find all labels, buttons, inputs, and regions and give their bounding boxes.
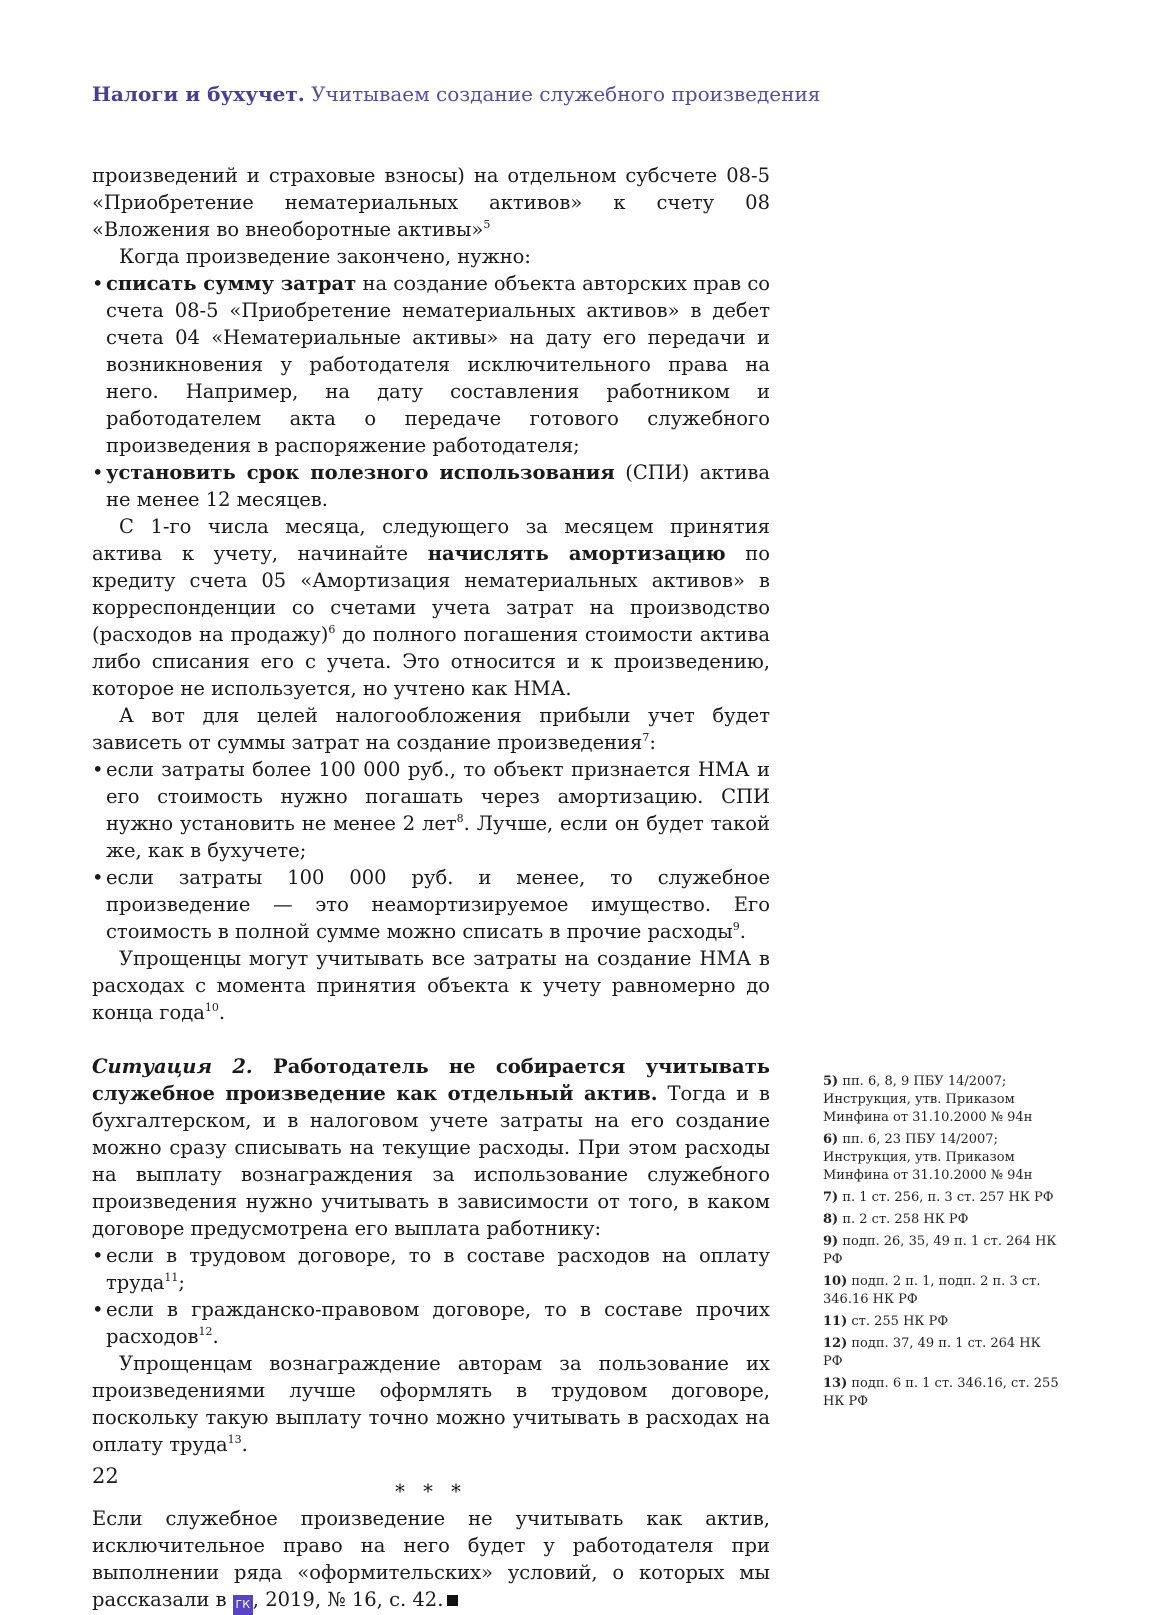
list-item: • установить срок полезного использования (СПИ) актива не менее 12 месяцев. — [92, 459, 770, 513]
paragraph: произведений и страховые взносы) на отдельном субсчете 08-5 «Приобретение нематериальных активов» к счету 08 «Вложения во внеоборотные активы»$^5$ — [92, 164, 770, 241]
footnote-ref: 10 — [204, 1001, 219, 1014]
bullet-list — [92, 1242, 770, 1350]
footnote: 11) ст. 255 НК РФ — [823, 1314, 949, 1329]
situation-paragraph: Ситуация 2. Работодатель не собирается учитывать служебное произведение как отдельный актив. Тогда и в бухгалтерском, и в налоговом учете затраты на его создание можно сразу списывать на текущие расходы. При этом расходы на выплату вознаграждения за использование служебного произведения нужно учитывать в зависимости от того, в каком договоре предусмотрена его выплата работнику: — [92, 1055, 771, 1240]
footnote: 10) подп. 2 п. 1, подп. 2 п. 3 ст. 346.16 НК РФ — [823, 1274, 1041, 1307]
paragraph: Когда произведение закончено, нужно: — [119, 245, 531, 268]
running-header — [92, 82, 821, 106]
paragraph: Если служебное произведение не учитывать как актив, исключительное право на него будет у работодателя при выполнении ряда «оформительских» условий, о которых мы рассказали в ГК , 2019, № 16, с. 42. — [92, 1505, 770, 1615]
paragraph: Упрощенцам вознаграждение авторам за пользование их произведениями лучше оформлять в трудовом договоре, поскольку такую выплату точно можно учитывать в расходах на оплату труда$^{13}$. — [92, 1352, 770, 1456]
footnote: 12) подп. 37, 49 п. 1 ст. 264 НК РФ — [823, 1336, 1041, 1369]
footnote-ref: 13 — [227, 1433, 242, 1446]
page-number: 22 — [92, 1464, 119, 1488]
footnote-ref: 11 — [164, 1271, 179, 1284]
end-of-article-icon — [447, 1595, 458, 1606]
paragraph: Упрощенцы могут учитывать все затраты на создание НМА в расходах с момента принятия объекта к учету равномерно до конца года$^{10}$. — [92, 947, 770, 1024]
section-separator: * * * — [395, 1480, 467, 1503]
footnotes-column — [823, 1073, 1063, 1415]
paragraph: С 1-го числа месяца, следующего за месяцем принятия актива к учету, начинайте начислять амортизацию по кредиту счета 05 «Амортизация нематериальных активов» в корреспонденции со счетами учета затрат на производство (расходов на продажу)$^6$ до полного погашения стоимости актива либо списания его с учета. Это относится и к произведению, которое не используется, но учтено как НМА. — [92, 515, 771, 700]
footnote-ref: 7 — [642, 731, 650, 744]
footnote-ref: 8 — [456, 812, 464, 825]
list-item: • если в трудовом договоре, то в составе расходов на оплату труда$^{11}$; — [92, 1242, 770, 1296]
bullet-list — [92, 270, 770, 513]
gk-journal-icon: ГК — [233, 1595, 253, 1615]
footnote-ref: 6 — [328, 623, 336, 636]
list-item: • если затраты 100 000 руб. и менее, то служебное произведение — это неамортизируемое имущество. Его стоимость в полной сумме можно списать в прочие расходы$^9$. — [92, 864, 770, 945]
footnote: 6) пп. 6, 23 ПБУ 14/2007; Инструкция, утв. Приказом Минфина от 31.10.2000 № 94н — [823, 1132, 1033, 1183]
footnote: 9) подп. 26, 35, 49 п. 1 ст. 264 НК РФ — [823, 1234, 1057, 1267]
header-title: Учитываем создание служебного произведения — [311, 82, 821, 106]
footnote: 8) п. 2 ст. 258 НК РФ — [823, 1212, 969, 1227]
footnote-ref: 9 — [732, 920, 740, 933]
footnote: 5) пп. 6, 8, 9 ПБУ 14/2007; Инструкция, утв. Приказом Минфина от 31.10.2000 № 94н — [823, 1074, 1033, 1125]
situation-label: Ситуация 2. — [92, 1055, 253, 1078]
article-body — [92, 162, 770, 1615]
list-item: • списать сумму затрат на создание объекта авторских прав со счета 08-5 «Приобретение нематериальных активов» в дебет счета 04 «Нематериальные активы» на дату его передачи и возникновения у работодателя исключительного права на него. Например, на дату составления работником и работодателем акта о передаче готового служебного произведения в распоряжение работодателя; — [92, 270, 770, 459]
paragraph: А вот для целей налогообложения прибыли учет будет зависеть от суммы затрат на создание произведения$^7$: — [92, 704, 770, 754]
list-item: • если в гражданско-правовом договоре, то в составе прочих расходов$^{12}$. — [92, 1296, 770, 1350]
footnote-ref: 12 — [198, 1325, 213, 1338]
footnote: 13) подп. 6 п. 1 ст. 346.16, ст. 255 НК РФ — [823, 1376, 1059, 1409]
header-section: Налоги и бухучет. — [92, 82, 305, 106]
bullet-list — [92, 756, 770, 945]
footnote-ref: 5 — [483, 218, 491, 231]
footnote: 7) п. 1 ст. 256, п. 3 ст. 257 НК РФ — [823, 1190, 1054, 1205]
list-item: • если затраты более 100 000 руб., то объект признается НМА и его стоимость нужно погашать через амортизацию. СПИ нужно установить не менее 2 лет$^8$. Лучше, если он будет такой же, как в бухучете; — [92, 756, 770, 864]
